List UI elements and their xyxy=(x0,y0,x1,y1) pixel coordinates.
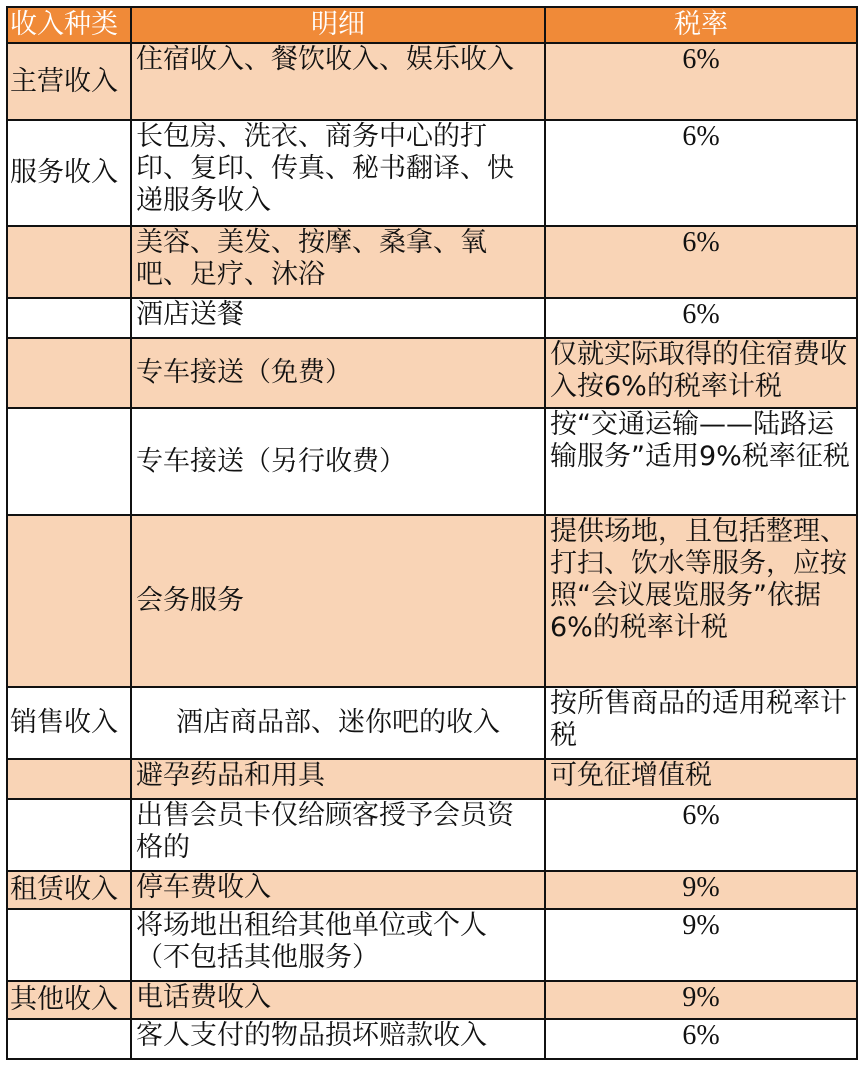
row-category xyxy=(7,515,131,687)
row-rate: 按所售商品的适用税率计税 xyxy=(545,687,857,759)
table-row xyxy=(7,759,857,799)
row-rate: 仅就实际取得的住宿费收入按6%的税率计税 xyxy=(545,338,857,408)
row-rate: 按“交通运输——陆路运输服务”适用9%税率征税 xyxy=(545,408,857,515)
table-row xyxy=(7,871,857,909)
row-category: 其他收入 xyxy=(7,981,131,1019)
table-row xyxy=(7,799,857,871)
row-detail: 专车接送（另行收费） xyxy=(131,408,545,515)
row-category: 主营收入 xyxy=(7,43,131,120)
tax-rate-table-container xyxy=(6,6,856,1060)
row-category xyxy=(7,338,131,408)
table-row xyxy=(7,687,857,759)
row-detail: 专车接送（免费） xyxy=(131,338,545,408)
header-detail: 明细 xyxy=(131,7,545,43)
row-category xyxy=(7,298,131,338)
row-category: 销售收入 xyxy=(7,687,131,759)
row-detail: 避孕药品和用具 xyxy=(131,759,545,799)
row-rate: 6% xyxy=(545,1019,857,1059)
row-detail: 电话费收入 xyxy=(131,981,545,1019)
row-detail: 会务服务 xyxy=(131,515,545,687)
row-rate: 6% xyxy=(545,120,857,226)
row-rate: 9% xyxy=(545,909,857,981)
table-row xyxy=(7,120,857,226)
row-detail: 出售会员卡仅给顾客授予会员资格的 xyxy=(131,799,545,871)
table-row xyxy=(7,298,857,338)
row-category xyxy=(7,799,131,871)
row-rate: 9% xyxy=(545,981,857,1019)
row-detail: 长包房、洗衣、商务中心的打印、复印、传真、秘书翻译、快递服务收入 xyxy=(131,120,545,226)
row-category xyxy=(7,1019,131,1059)
row-detail: 美容、美发、按摩、桑拿、氧吧、足疗、沐浴 xyxy=(131,226,545,298)
table-row xyxy=(7,515,857,687)
row-category xyxy=(7,759,131,799)
row-rate: 6% xyxy=(545,799,857,871)
row-detail: 酒店商品部、迷你吧的收入 xyxy=(131,687,545,759)
row-category: 租赁收入 xyxy=(7,871,131,909)
row-category xyxy=(7,226,131,298)
row-rate: 6% xyxy=(545,226,857,298)
row-rate: 提供场地，且包括整理、打扫、饮水等服务，应按照“会议展览服务”依据6%的税率计税 xyxy=(545,515,857,687)
row-rate: 6% xyxy=(545,298,857,338)
table-row xyxy=(7,981,857,1019)
tax-rate-table xyxy=(6,6,858,1060)
table-row xyxy=(7,338,857,408)
row-detail: 住宿收入、餐饮收入、娱乐收入 xyxy=(131,43,545,120)
table-header-row xyxy=(7,7,857,43)
row-detail: 将场地出租给其他单位或个人（不包括其他服务） xyxy=(131,909,545,981)
header-income-type: 收入种类 xyxy=(7,7,131,43)
header-tax-rate: 税率 xyxy=(545,7,857,43)
row-category: 服务收入 xyxy=(7,120,131,226)
table-row xyxy=(7,408,857,515)
row-rate: 9% xyxy=(545,871,857,909)
row-detail: 停车费收入 xyxy=(131,871,545,909)
row-detail: 酒店送餐 xyxy=(131,298,545,338)
row-detail: 客人支付的物品损坏赔款收入 xyxy=(131,1019,545,1059)
table-row xyxy=(7,226,857,298)
table-row xyxy=(7,43,857,120)
row-category xyxy=(7,909,131,981)
row-rate: 可免征增值税 xyxy=(545,759,857,799)
table-row xyxy=(7,909,857,981)
row-rate: 6% xyxy=(545,43,857,120)
table-row xyxy=(7,1019,857,1059)
row-category xyxy=(7,408,131,515)
